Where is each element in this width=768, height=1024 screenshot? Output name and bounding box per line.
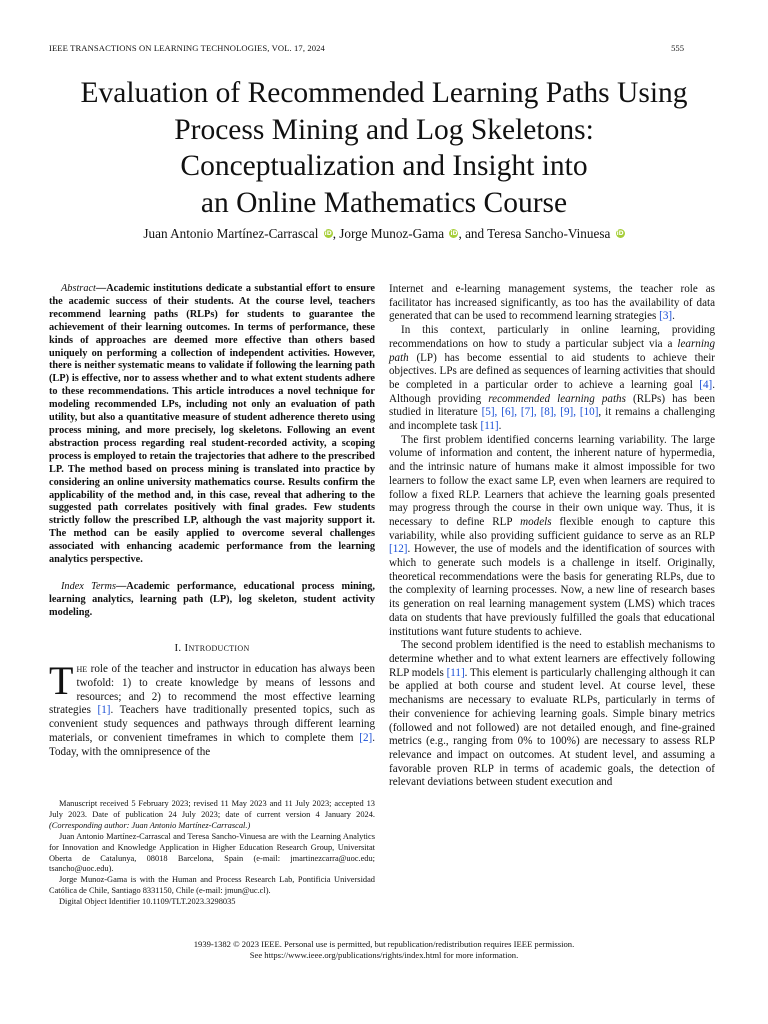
body-paragraph bbox=[389, 324, 715, 434]
index-terms-label: Index Terms bbox=[61, 580, 116, 592]
text: . Today, with the omnipresence of the bbox=[49, 731, 375, 758]
text: (LP) has become essential to aid students to achieve their objectives. LPs are defined as sequences of learning activities that should be completed in a particular order to achieve a learning goal bbox=[389, 351, 715, 391]
text: , it remains a challenging and incomplete task bbox=[389, 406, 715, 433]
author-list bbox=[0, 226, 768, 242]
page-number: 555 bbox=[671, 43, 684, 53]
footnote-manuscript bbox=[49, 799, 375, 832]
title-line-3: Conceptualization and Insight into bbox=[180, 150, 588, 182]
text: learning path bbox=[389, 337, 715, 364]
orcid-icon[interactable]: iD bbox=[324, 230, 332, 237]
abstract-text: —Academic institutions dedicate a substantial effort to ensure the academic success of their students. At the course level, teachers recommend learning paths (RLPs) for students to guarantee the achievement of their learning outcomes. In terms of performance, these kinds of approaches are deemed more effective than others based uniquely on performing a collection of independent activities. However, there is neither systematic means to validate if following the learning path (LP) is effective, nor to assess whether and to what extent students adhere to these recommendations. This article introduces a novel technique for modeling recommended LPs, including not only an evaluation of path utility, but also a quantitative measure of student adherence thereto using process mining, and more precisely, log skeletons. Following an event abstraction process regarding real student-recorded activity, a scoping process is employed to retain the trajectories that adhere to the prescribed LP. The method based on process mining is translated into practice by considering an online university mathematics course. Results confirm the applicability of the method and, in this case, reveal that adhering to the suggested path correlates positively with final grades. Few students strictly follow the prescribed LP, although the vast majority support it. The method can be easily applied to overcome several challenges associated with enhancing academic performance from the learning analytics perspective. bbox=[49, 283, 375, 566]
copyright-footer bbox=[0, 939, 768, 961]
text: . bbox=[672, 310, 675, 323]
title-line-2: Process Mining and Log Skeletons: bbox=[174, 113, 594, 146]
text: . This element is particularly challenging although it can be applied at both course and student level. At course level, these mechanisms are necessary to evaluate RLPs, particularly in terms of their convenience for achieving learning goals. Simple binary metrics (followed and not followed) are not detailed enough, and fine-grained metrics (e.g., ranging from 0% to 100%) are necessary to assess RLP relevance and impact on outcomes. At student level, and assuming a favorable proven RLP in terms of academic goals, the detection of relevant deviations between student execution and bbox=[389, 666, 715, 789]
body-paragraph bbox=[389, 434, 715, 640]
orcid-icon[interactable]: iD bbox=[450, 230, 458, 237]
text: role of the teacher and instructor in education has always been twofold: 1) to create knowledge by means of lessons and resources; and 2) to recommend the most effective learning strategies bbox=[49, 663, 375, 717]
abstract-label: Abstract bbox=[61, 283, 96, 294]
title-line-4: an Online Mathematics Course bbox=[200, 186, 568, 219]
title-line-1: Evaluation of Recommended Learning Paths Using bbox=[80, 77, 688, 109]
drop-cap: T bbox=[49, 658, 74, 704]
section-heading bbox=[49, 642, 375, 656]
citation-link[interactable]: [1] bbox=[97, 704, 111, 717]
author-3: Teresa Sancho-Vinuesa bbox=[487, 226, 611, 241]
citation-link[interactable]: [12] bbox=[389, 543, 408, 556]
citation-link[interactable]: [2] bbox=[359, 731, 373, 744]
footnote-affiliation-1: Juan Antonio Martínez-Carrascal and Teresa Sancho-Vinuesa are with the Learning Analytics for Innovation and Knowledge Application in Higher Education Research Group, Universitat Oberta de Catalunya, 08018 Barcelona, Spain (e-mail: jmartinezcarra@uoc.edu; tsancho@uoc.edu). bbox=[49, 831, 375, 874]
rights-line: See https://www.ieee.org/publications/rights/index.html for more information. bbox=[249, 950, 519, 961]
author-separator: , and bbox=[458, 226, 488, 241]
citation-link[interactable]: [3] bbox=[659, 310, 673, 323]
text: models bbox=[520, 515, 552, 528]
orcid-icon[interactable]: iD bbox=[616, 230, 624, 237]
text: The first problem identified concerns learning variability. The large volume of information and content, the inherent nature of hypermedia, and the intrinsic nature of humans make it almost impossible for two learners to follow the exact same LP, even when learners are required to follow a fixed RLP. Learners that achieve the learning goals presented may progress through the course in their own unique way. Thus, it is necessary to define RLP bbox=[389, 433, 715, 528]
text: . Although providing bbox=[389, 378, 715, 405]
footnotes bbox=[49, 799, 375, 908]
citation-link[interactable]: [11] bbox=[480, 420, 499, 433]
citation-link[interactable]: [11] bbox=[446, 666, 465, 679]
text: flexible enough to capture this variability, while also providing sufficient guidance to serve as an RLP bbox=[389, 515, 715, 542]
body-paragraph bbox=[389, 639, 715, 790]
footnote-doi: Digital Object Identifier 10.1109/TLT.2023.3298035 bbox=[59, 897, 236, 907]
text: . However, the use of models and the identification of sources with which to generate such models is a challenge in itself. Originally, theoretical recommendations were the basis for generating RLPs, due to the complexity of learning processes. Now, a new line of research bases its generation on real learning management system (LMS) which traces data on students that have previously fulfilled the goals that educational institutions want future students to achieve. bbox=[389, 543, 715, 638]
abstract bbox=[49, 283, 375, 567]
paper-title bbox=[0, 75, 768, 221]
text: The second problem identified is the need to establish mechanisms to determine whether and to what extent learners are effectively following RLP models bbox=[389, 639, 715, 679]
text: recommended learning paths bbox=[488, 392, 626, 405]
author-separator: , bbox=[332, 226, 340, 241]
index-terms-text: —Academic performance, educational process mining, learning analytics, learning path (LP), log skeleton, student activity modeling. bbox=[49, 580, 375, 618]
left-column bbox=[49, 283, 375, 759]
text: (RLPs) has been studied in literature bbox=[389, 392, 715, 419]
section-title: Introduction bbox=[184, 641, 250, 654]
text: . bbox=[498, 420, 502, 433]
lead-word: he bbox=[76, 663, 88, 676]
running-header-journal: IEEE TRANSACTIONS ON LEARNING TECHNOLOGIES, VOL. 17, 2024 bbox=[49, 43, 325, 53]
body-paragraph bbox=[389, 283, 715, 324]
right-column bbox=[389, 283, 715, 790]
index-terms bbox=[49, 581, 375, 620]
citation-link[interactable]: [5], [6], [7], [8], [9], [10] bbox=[481, 406, 599, 419]
text: (Corresponding author: Juan Antonio Martínez-Carrascal.) bbox=[49, 820, 251, 830]
text: In this context, particularly in online learning, providing recommendations on how to study a particular subject via a bbox=[389, 324, 715, 350]
footnote-affiliation-2: Jorge Munoz-Gama is with the Human and Process Research Lab, Pontificia Universidad Católica de Chile, Santiago 8331150, Chile (e-mail: jmun@uc.cl). bbox=[49, 875, 375, 896]
text: Manuscript received 5 February 2023; revised 11 May 2023 and 11 July 2023; accepted 13 July 2023. Date of publication 24 July 2023; date of current version 4 January 2024. bbox=[49, 799, 375, 819]
text: Internet and e-learning management systems, the teacher role as facilitator has increased significantly, as too has the availability of data generated that can be used to recommend learning strategies bbox=[389, 283, 715, 323]
intro-paragraph bbox=[49, 658, 375, 759]
text: . Teachers have traditionally presented topics, such as convenient study sequences and pathways through different learning materials, or convenient timeframes in which to complete them bbox=[49, 704, 375, 744]
section-number: I. bbox=[174, 641, 185, 654]
author-1: Juan Antonio Martínez-Carrascal bbox=[143, 226, 319, 241]
copyright-line: 1939-1382 © 2023 IEEE. Personal use is permitted, but republication/redistribution requires IEEE permission. bbox=[193, 939, 575, 949]
citation-link[interactable]: [4] bbox=[699, 378, 713, 391]
author-2: Jorge Munoz-Gama bbox=[339, 226, 445, 241]
